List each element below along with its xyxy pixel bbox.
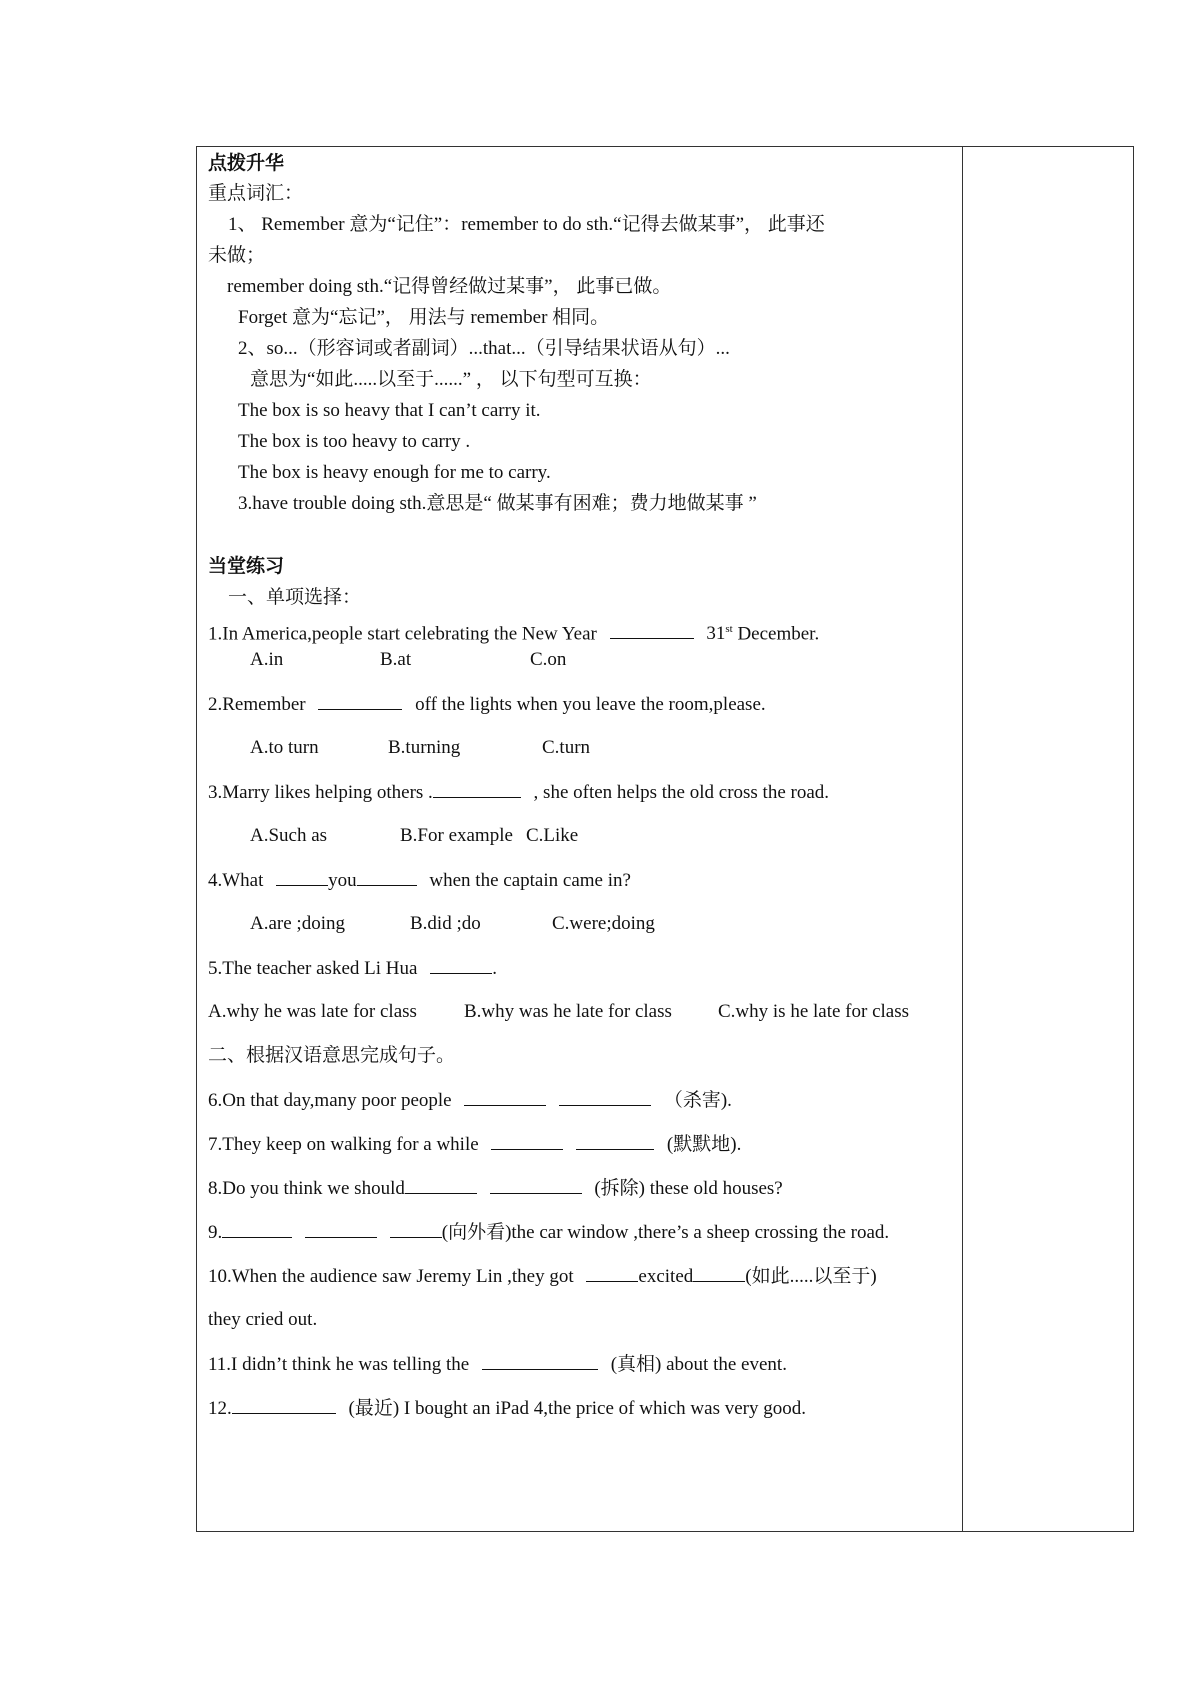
answer-blank[interactable]: [610, 620, 694, 639]
answer-blank[interactable]: [586, 1263, 638, 1282]
answer-blank[interactable]: [405, 1175, 477, 1194]
option[interactable]: B.did ;do: [410, 913, 481, 934]
question-7: 7.They keep on walking for a while (默默地).: [208, 1131, 741, 1158]
column-divider: [962, 147, 963, 1531]
note-line: 意思为“如此.....以至于......” ， 以下句型可互换：: [250, 369, 652, 390]
section-heading: 点拨升华: [208, 153, 285, 174]
note-line: 3.have trouble doing sth.意思是“ 做某事有困难；费力地做某事 ”: [238, 493, 757, 514]
note-line: remember doing sth.“记得曾经做过某事”， 此事已做。: [227, 276, 672, 297]
question-12: 12. (最近) I bought an iPad 4,the price of which was very good.: [208, 1395, 806, 1422]
option[interactable]: B.why was he late for class: [464, 1001, 672, 1022]
question-8: 8.Do you think we should (拆除) these old houses?: [208, 1175, 783, 1202]
example-sentence: The box is so heavy that I can’t carry it.: [238, 400, 541, 421]
options-row: [208, 999, 909, 1025]
question-10-continued: they cried out.: [208, 1309, 318, 1330]
notes-column: [964, 147, 1133, 1531]
question-1: 1.In America,people start celebrating the New Year 31st December.: [208, 616, 819, 647]
note-line: 2、so...（形容词或者副词）...that...（引导结果状语从句）...: [238, 338, 730, 359]
answer-blank[interactable]: [318, 691, 402, 710]
question-9: 9. (向外看)the car window ,there’s a sheep crossing the road.: [208, 1219, 889, 1246]
note-line: Forget 意为“忘记”， 用法与 remember 相同。: [238, 307, 610, 328]
option[interactable]: B.turning: [388, 737, 461, 758]
question-11: 11.I didn’t think he was telling the (真相) about the event.: [208, 1351, 787, 1378]
answer-blank[interactable]: [357, 867, 417, 886]
answer-blank[interactable]: [433, 779, 521, 798]
answer-blank[interactable]: [232, 1395, 336, 1414]
option[interactable]: A.are ;doing: [250, 913, 345, 934]
question-4: 4.What you when the captain came in?: [208, 867, 631, 894]
example-sentence: The box is too heavy to carry .: [238, 431, 471, 452]
part-title: 二、根据汉语意思完成句子。: [208, 1045, 456, 1066]
note-line: 未做；: [208, 245, 266, 266]
question-6: 6.On that day,many poor people （杀害).: [208, 1087, 732, 1114]
options-row: [250, 823, 578, 849]
option[interactable]: B.at: [380, 649, 412, 670]
answer-blank[interactable]: [576, 1131, 654, 1150]
option[interactable]: C.why is he late for class: [718, 1001, 910, 1022]
answer-blank[interactable]: [276, 867, 328, 886]
answer-blank[interactable]: [490, 1175, 582, 1194]
option[interactable]: C.on: [530, 649, 567, 670]
option[interactable]: C.Like: [526, 825, 579, 846]
option[interactable]: A.in: [250, 649, 284, 670]
question-5: 5.The teacher asked Li Hua .: [208, 955, 497, 982]
options-row: [250, 647, 566, 673]
section-heading: 当堂练习: [208, 556, 285, 577]
answer-blank[interactable]: [222, 1219, 292, 1238]
option[interactable]: A.Such as: [250, 825, 328, 846]
subheading: 重点词汇：: [208, 183, 304, 204]
answer-blank[interactable]: [430, 955, 492, 974]
answer-blank[interactable]: [464, 1087, 546, 1106]
answer-blank[interactable]: [482, 1351, 598, 1370]
answer-blank[interactable]: [491, 1131, 563, 1150]
option[interactable]: A.why he was late for class: [208, 1001, 417, 1022]
answer-blank[interactable]: [390, 1219, 442, 1238]
example-sentence: The box is heavy enough for me to carry.: [238, 462, 551, 483]
question-3: 3.Marry likes helping others . , she often helps the old cross the road.: [208, 779, 829, 806]
option[interactable]: B.For example: [400, 825, 513, 846]
question-10: 10.When the audience saw Jeremy Lin ,they got excited (如此.....以至于): [208, 1263, 877, 1290]
option[interactable]: A.to turn: [250, 737, 319, 758]
options-row: [250, 735, 590, 761]
options-row: [250, 911, 655, 937]
answer-blank[interactable]: [305, 1219, 377, 1238]
answer-blank[interactable]: [693, 1263, 745, 1282]
option[interactable]: C.turn: [542, 737, 591, 758]
question-2: 2.Remember off the lights when you leave the room,please.: [208, 691, 766, 718]
option[interactable]: C.were;doing: [552, 913, 655, 934]
answer-blank[interactable]: [559, 1087, 651, 1106]
worksheet-table: [196, 146, 1134, 1532]
note-line: 1、 Remember 意为“记住”：remember to do sth.“记得去做某事”， 此事还: [228, 214, 825, 235]
part-title: 一、单项选择：: [228, 587, 362, 608]
